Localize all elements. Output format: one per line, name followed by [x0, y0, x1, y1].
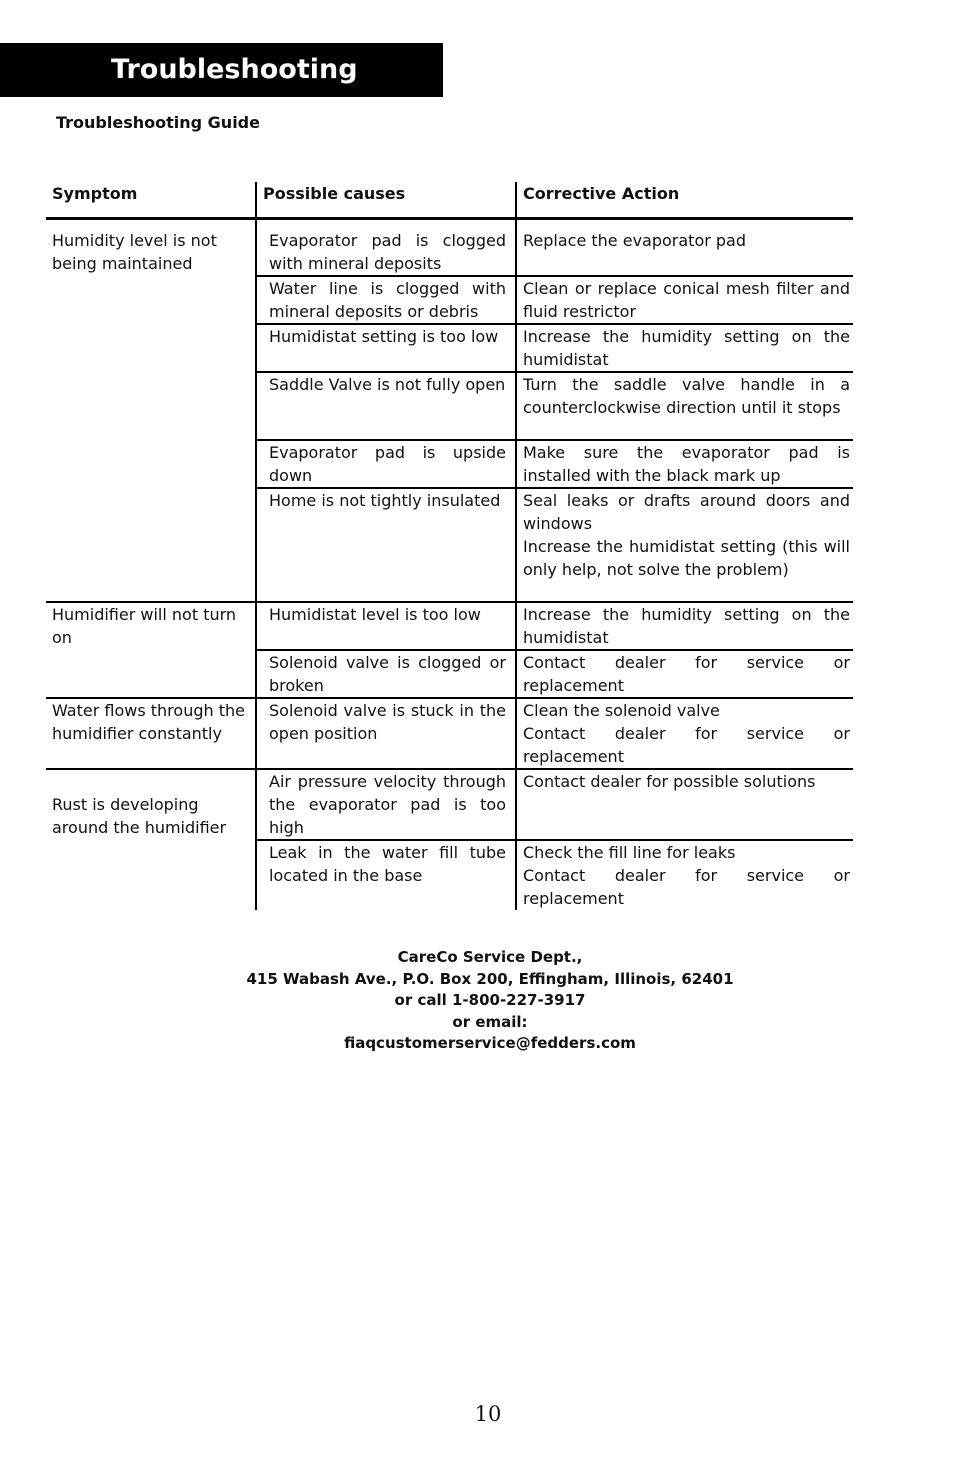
cause-cell: Home is not tightly insulated — [256, 488, 516, 602]
table-row — [46, 219, 853, 277]
action-line: Contact dealer for service or replacement — [523, 653, 850, 695]
action-line: Clean or replace conical mesh filter and fluid restrictor — [523, 279, 850, 321]
table-row — [46, 602, 853, 650]
cause-cell: Water line is clogged with mineral deposits or debris — [256, 276, 516, 324]
section-banner — [0, 43, 443, 97]
action-cell — [516, 372, 853, 440]
section-title: Troubleshooting — [111, 54, 358, 85]
action-line: Clean the solenoid valve — [523, 701, 720, 720]
action-line: Check the fill line for leaks — [523, 843, 736, 862]
cause-cell: Evaporator pad is upside down — [256, 440, 516, 488]
header-symptom: Symptom — [46, 182, 256, 219]
symptom-cell: Humidity level is not being maintained — [52, 231, 217, 273]
service-email: fiaqcustomerservice@fedders.com — [344, 1034, 636, 1053]
table-row — [46, 698, 853, 769]
email-label: or email: — [452, 1012, 528, 1031]
action-cell — [516, 324, 853, 372]
action-line: Contact dealer for service or replacement — [523, 724, 850, 766]
action-cell — [516, 488, 853, 602]
action-cell — [516, 840, 853, 910]
page-number: 10 — [474, 1402, 502, 1426]
table-row — [46, 769, 853, 840]
cause-cell: Humidistat level is too low — [256, 602, 516, 650]
action-line: Contact dealer for service or replacement — [523, 866, 850, 908]
action-cell — [516, 769, 853, 840]
guide-subtitle: Troubleshooting Guide — [56, 113, 260, 132]
troubleshooting-table — [46, 182, 853, 910]
action-cell — [516, 276, 853, 324]
cause-cell: Saddle Valve is not fully open — [256, 372, 516, 440]
symptom-cell: Water flows through the humidifier constantly — [46, 698, 256, 769]
cause-cell: Humidistat setting is too low — [256, 324, 516, 372]
header-causes: Possible causes — [256, 182, 516, 219]
symptom-cell: Humidifier will not turn on — [46, 602, 256, 698]
action-line: Turn the saddle valve handle in a counterclockwise direction until it stops — [523, 375, 850, 417]
table-header-row — [46, 182, 853, 219]
action-cell — [516, 650, 853, 698]
action-line: Increase the humidity setting on the humidistat — [523, 605, 850, 647]
service-phone: or call 1-800-227-3917 — [394, 991, 586, 1010]
action-cell — [516, 698, 853, 769]
action-line: Increase the humidistat setting (this will only help, not solve the problem) — [523, 537, 850, 579]
action-line: Seal leaks or drafts around doors and windows — [523, 491, 850, 533]
service-dept: CareCo Service Dept., — [397, 948, 583, 966]
symptom-cell: Rust is developing around the humidifier — [46, 769, 256, 910]
action-cell — [516, 602, 853, 650]
action-line: Increase the humidity setting on the humidistat — [523, 327, 850, 369]
service-address: 415 Wabash Ave., P.O. Box 200, Effingham, Illinois, 62401 — [246, 969, 734, 988]
action-line: Contact dealer for possible solutions — [523, 772, 816, 791]
action-cell — [516, 440, 853, 488]
cause-cell: Solenoid valve is stuck in the open position — [256, 698, 516, 769]
cause-cell: Evaporator pad is clogged with mineral deposits — [256, 219, 516, 277]
cause-cell: Solenoid valve is clogged or broken — [256, 650, 516, 698]
header-action: Corrective Action — [516, 182, 853, 219]
service-contact-block — [0, 947, 954, 1055]
cause-cell: Leak in the water fill tube located in the base — [256, 840, 516, 910]
action-line: Make sure the evaporator pad is installed with the black mark up — [523, 443, 850, 485]
action-line: Replace the evaporator pad — [523, 231, 747, 250]
cause-cell: Air pressure velocity through the evaporator pad is too high — [256, 769, 516, 840]
action-cell — [516, 219, 853, 277]
